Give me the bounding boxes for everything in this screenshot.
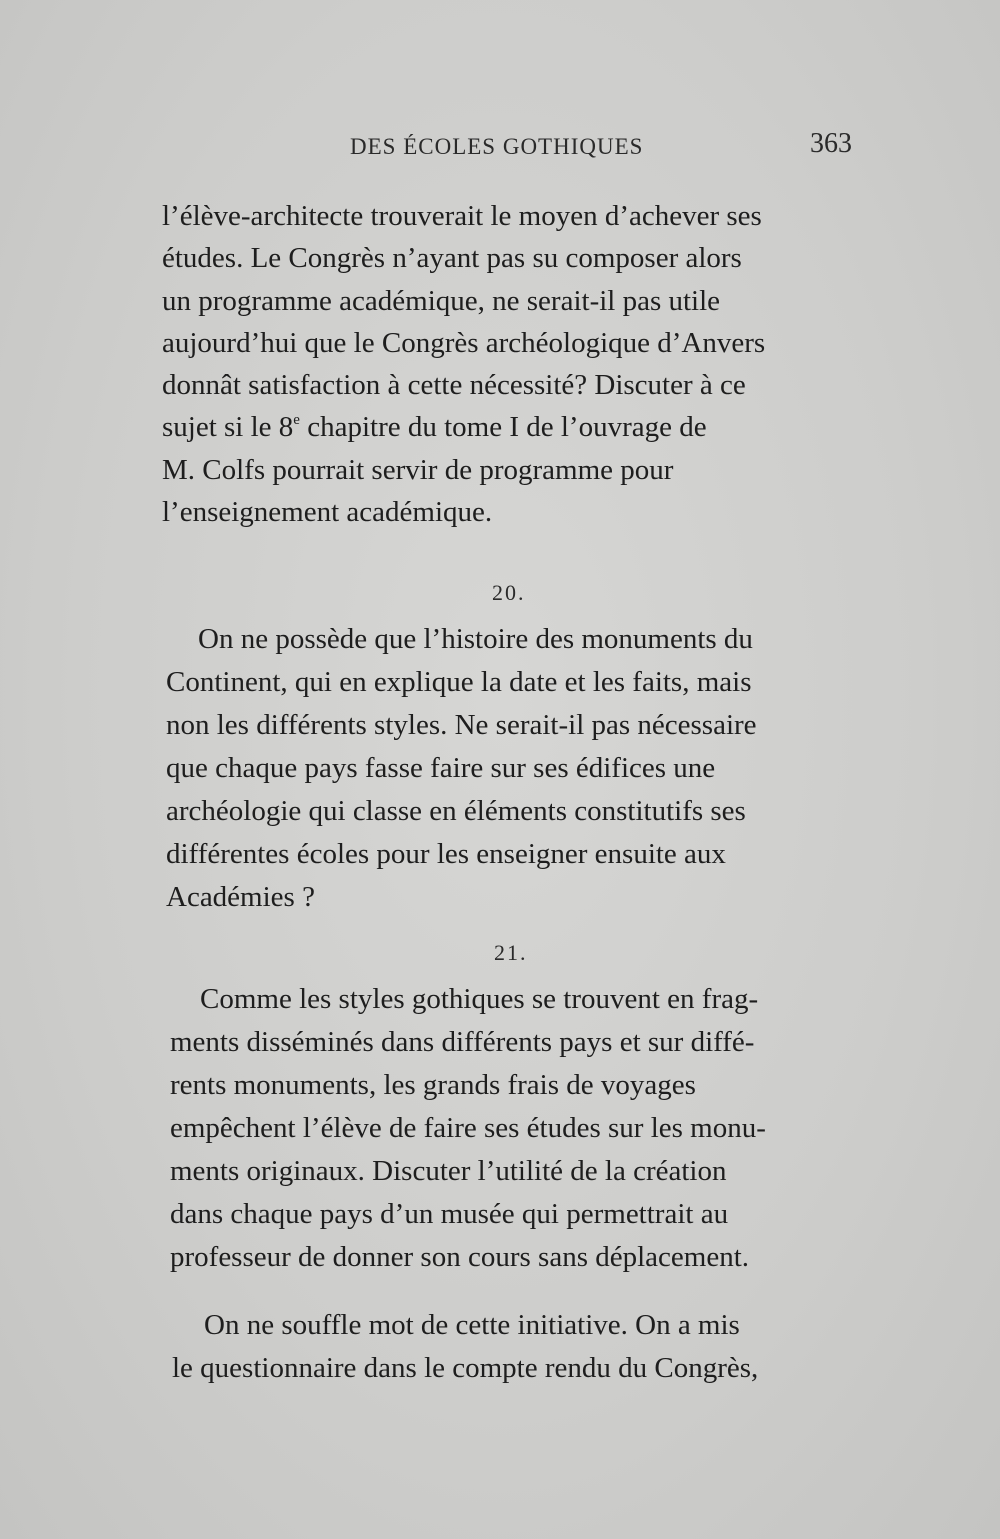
text-line: l’élève-architecte trouverait le moyen d’achever ses: [162, 200, 762, 232]
text-line: dans chaque pays d’un musée qui permettrait au: [170, 1198, 729, 1230]
text-line: non les différents styles. Ne serait-il pas nécessaire: [166, 709, 757, 741]
text-line: ments disséminés dans différents pays et sur diffé-: [170, 1026, 755, 1058]
text-line: Académies ?: [166, 881, 315, 913]
text-fragment: chapitre du tome I de l’ouvrage de: [299, 411, 707, 443]
text-fragment: sujet si le 8: [162, 411, 294, 443]
text-line: On ne souffle mot de cette initiative. On a mis: [204, 1309, 740, 1341]
section-number-21: 21.: [494, 940, 528, 965]
text-line: l’enseignement académique.: [162, 496, 493, 528]
text-line: rents monuments, les grands frais de voyages: [170, 1069, 696, 1101]
text-line: un programme académique, ne serait-il pas utile: [162, 285, 721, 317]
text-line: archéologie qui classe en éléments constitutifs ses: [166, 795, 746, 827]
text-line: études. Le Congrès n’ayant pas su composer alors: [162, 242, 742, 274]
text-line: On ne possède que l’histoire des monuments du: [198, 623, 753, 655]
text-line: le questionnaire dans le compte rendu du Congrès,: [172, 1352, 759, 1384]
text-line: Continent, qui en explique la date et les faits, mais: [166, 666, 752, 698]
text-line: ments originaux. Discuter l’utilité de la création: [170, 1155, 727, 1187]
page-header: [160, 128, 856, 168]
text-line: que chaque pays fasse faire sur ses édifices une: [166, 752, 716, 784]
superscript: e: [293, 412, 300, 428]
text-line: aujourd’hui que le Congrès archéologique d’Anvers: [162, 327, 766, 359]
text-line: donnât satisfaction à cette nécessité? Discuter à ce: [162, 369, 746, 401]
text-line: professeur de donner son cours sans déplacement.: [170, 1241, 750, 1273]
page-number: 363: [810, 128, 852, 159]
text-line: M. Colfs pourrait servir de programme pour: [162, 454, 674, 486]
text-line: [162, 413, 854, 442]
text-line: différentes écoles pour les enseigner ensuite aux: [166, 838, 726, 870]
section-number-20: 20.: [492, 580, 526, 605]
text-line: empêchent l’élève de faire ses études sur les monu-: [170, 1112, 766, 1144]
text-line: Comme les styles gothiques se trouvent en frag-: [200, 983, 759, 1015]
running-title: DES ÉCOLES GOTHIQUES: [350, 134, 644, 159]
